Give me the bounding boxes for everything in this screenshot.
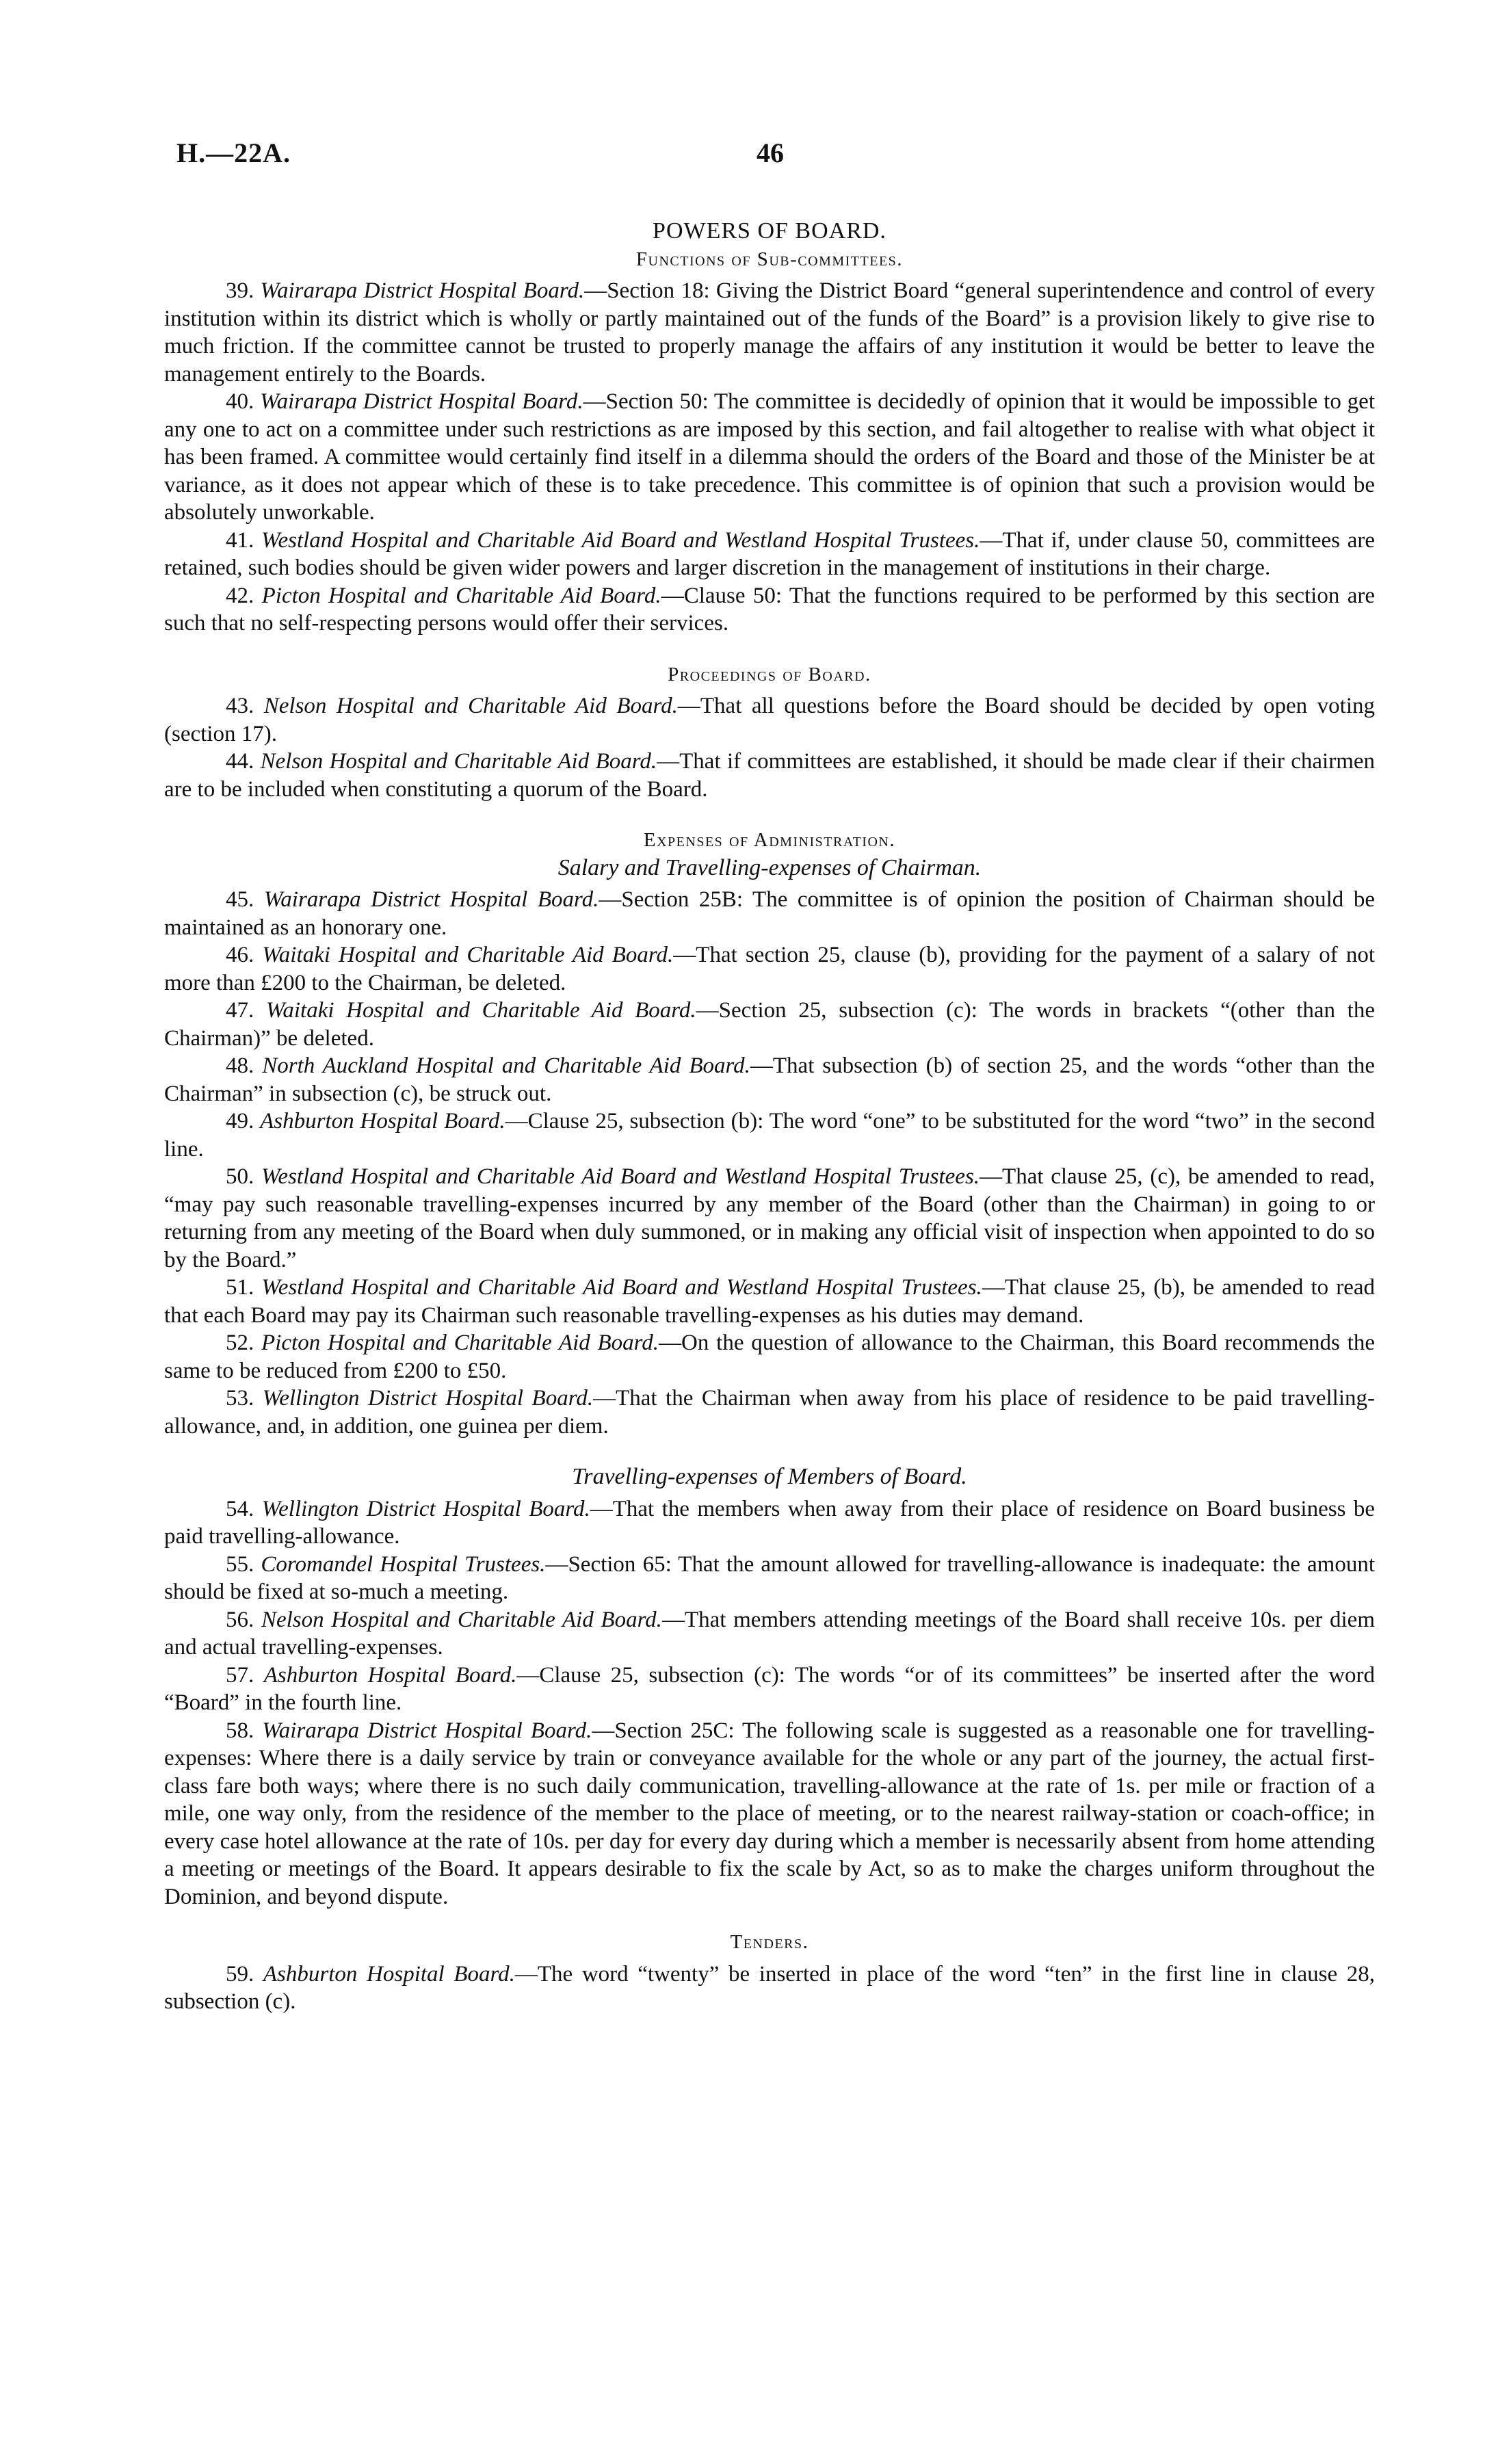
page-title: POWERS OF BOARD. bbox=[653, 218, 886, 244]
page-content bbox=[164, 218, 1375, 2016]
submitting-body: Wellington District Hospital Board. bbox=[261, 1496, 590, 1521]
paragraph-53: 53. Wellington District Hospital Board.—That the Chairman when away from his place of residence to be paid travelling-allowance, and, in addition, one guinea per diem. bbox=[164, 1386, 1375, 1439]
paragraph-47: 47. Waitaki Hospital and Charitable Aid Board.—Section 25, subsection (c): The words in brackets “(other than the Chairman)” be deleted. bbox=[164, 998, 1375, 1051]
section-expenses bbox=[164, 886, 1375, 1440]
paragraph-42: 42. Picton Hospital and Charitable Aid Board.—Clause 50: That the functions required to be performed by this section are such that no self-respecting persons would offer their services. bbox=[164, 583, 1375, 635]
submitting-body: Ashburton Hospital Board. bbox=[263, 1961, 515, 1987]
section-heading-tenders: Tenders. bbox=[730, 1931, 809, 1953]
page-number: 46 bbox=[757, 137, 784, 168]
paper-reference: H.—22A. bbox=[176, 137, 291, 168]
section-functions bbox=[164, 277, 1375, 638]
paragraph-51: 51. Westland Hospital and Charitable Aid Board and Westland Hospital Trustees.—That clause 25, (b), be amended to read that each Board may pay its Chairman such reasonable travelling-expenses as his duties may demand. bbox=[164, 1275, 1376, 1328]
paragraph-58: 58. Wairarapa District Hospital Board.—Section 25C: The following scale is suggested as a reasonable one for travelling-expenses: Where there is a daily service by train or conveyance available for the whole or any part of the journey, the actual first-class fare both ways; where there is no such daily communication, travelling-allowance at the rate of 1s. per mile or fraction of a mile, one way only, from the residence of the member to the place of meeting, or to the nearest railway-station or coach-office; in every case hotel allowance at the rate of 10s. per day for every day during which a member is necessarily absent from home attending a meeting or meetings of the Board. It appears desirable to fix the scale by Act, so as to make the charges uniform throughout the Dominion, and beyond dispute. bbox=[164, 1718, 1376, 1909]
paragraph-59: 59. Ashburton Hospital Board.—The word “twenty” be inserted in place of the word “ten” in the first line in clause 28, subsection (c). bbox=[164, 1961, 1375, 2014]
submitting-body: Wairarapa District Hospital Board. bbox=[262, 1718, 592, 1743]
submitting-body: Ashburton Hospital Board. bbox=[263, 1662, 517, 1688]
page-header bbox=[0, 137, 1511, 178]
submitting-body: Waitaki Hospital and Charitable Aid Board. bbox=[265, 998, 696, 1023]
submitting-body: Nelson Hospital and Charitable Aid Board. bbox=[263, 694, 678, 718]
submitting-body: Coromandel Hospital Trustees. bbox=[261, 1551, 546, 1577]
subsection-heading-members: Travelling-expenses of Members of Board. bbox=[572, 1464, 967, 1489]
paragraph-55: 55. Coromandel Hospital Trustees.—Section 65: That the amount allowed for travelling-allowance is inadequate: the amount should be fixed at so-much a meeting. bbox=[164, 1551, 1375, 1604]
submitting-body: Nelson Hospital and Charitable Aid Board. bbox=[261, 1607, 662, 1632]
paragraph-57: 57. Ashburton Hospital Board.—Clause 25, subsection (c): The words “or of its committees” be inserted after the word “Board” in the fourth line. bbox=[164, 1662, 1376, 1715]
paragraph-40: 40. Wairarapa District Hospital Board.—Section 50: The committee is decidedly of opinion that it would be impossible to get any one to act on a committee under such restrictions as are imposed by this section, and fail altogether to realise with what object it has been framed. A committee would certainly find itself in a dilemma should the orders of the Board and those of the Minister be at variance, as it does not appear which of these is to take precedence. This committee is of opinion that such a provision would be absolutely unworkable. bbox=[164, 389, 1375, 525]
paragraph-49: 49. Ashburton Hospital Board.—Clause 25, subsection (b): The word “one” to be substituted for the word “two” in the second line. bbox=[164, 1109, 1376, 1162]
section-heading-proceedings: Proceedings of Board. bbox=[668, 663, 871, 685]
submitting-body: Wairarapa District Hospital Board. bbox=[260, 278, 585, 303]
submitting-body: Westland Hospital and Charitable Aid Board and Westland Hospital Trustees. bbox=[261, 527, 980, 553]
paragraph-52: 52. Picton Hospital and Charitable Aid Board.—On the question of allowance to the Chairman, this Board recommends the same to be reduced from £200 to £50. bbox=[164, 1331, 1375, 1383]
section-heading-expenses: Expenses of Administration. bbox=[643, 829, 896, 851]
submitting-body: Picton Hospital and Charitable Aid Board. bbox=[261, 583, 661, 608]
subsection-heading-chairman: Salary and Travelling-expenses of Chairman. bbox=[557, 854, 982, 880]
paragraph-50: 50. Westland Hospital and Charitable Aid Board and Westland Hospital Trustees.—That clause 25, (c), be amended to read, “may pay such reasonable travelling-expenses incurred by any member of the Board (other than the Chairman) in going to or returning from any meeting of the Board when duly summoned, or in making any official visit of inspection when appointed to do so by the Board.” bbox=[164, 1164, 1376, 1272]
paragraph-41: 41. Westland Hospital and Charitable Aid Board and Westland Hospital Trustees.—That if, under clause 50, committees are retained, such bodies should be given wider powers and larger discretion in the management of institutions in their charge. bbox=[164, 527, 1375, 580]
submitting-body: Wairarapa District Hospital Board. bbox=[263, 887, 599, 912]
submitting-body: Westland Hospital and Charitable Aid Board and Westland Hospital Trustees. bbox=[261, 1164, 980, 1189]
paragraph-44: 44. Nelson Hospital and Charitable Aid Board.—That if committees are established, it should be made clear if their chairmen are to be included when constituting a quorum of the Board. bbox=[164, 749, 1376, 802]
section-proceedings bbox=[164, 692, 1375, 803]
paragraph-39: 39. Wairarapa District Hospital Board.—Section 18: Giving the District Board “general superintendence and control of every institution within its district which is wholly or partly maintained out of the funds of the Board” is a provision likely to give rise to much friction. If the committee cannot be trusted to properly manage the affairs of any institution it would be better to leave the management entirely to the Boards. bbox=[164, 278, 1376, 386]
submitting-body: North Auckland Hospital and Charitable Aid Board. bbox=[262, 1053, 750, 1078]
paragraph-56: 56. Nelson Hospital and Charitable Aid Board.—That members attending meetings of the Board shall receive 10s. per diem and actual travelling-expenses. bbox=[164, 1607, 1376, 1660]
paragraph-43: 43. Nelson Hospital and Charitable Aid Board.—That all questions before the Board should be decided by open voting (section 17). bbox=[164, 694, 1376, 746]
submitting-body: Wellington District Hospital Board. bbox=[262, 1386, 594, 1411]
submitting-body: Picton Hospital and Charitable Aid Board. bbox=[261, 1331, 659, 1355]
paragraph-46: 46. Waitaki Hospital and Charitable Aid Board.—That section 25, clause (b), providing for the payment of a salary of not more than £200 to the Chairman, be deleted. bbox=[164, 943, 1376, 995]
paragraph-48: 48. North Auckland Hospital and Charitable Aid Board.—That subsection (b) of section 25, and the words “other than the Chairman” in subsection (c), be struck out. bbox=[164, 1053, 1376, 1106]
paragraph-54: 54. Wellington District Hospital Board.—That the members when away from their place of residence on Board business be paid travelling-allowance. bbox=[164, 1496, 1375, 1549]
section-heading-functions: Functions of Sub-committees. bbox=[635, 248, 904, 270]
submitting-body: Nelson Hospital and Charitable Aid Board. bbox=[260, 749, 657, 774]
submitting-body: Westland Hospital and Charitable Aid Board and Westland Hospital Trustees. bbox=[261, 1275, 982, 1300]
section-members bbox=[164, 1495, 1375, 1911]
submitting-body: Waitaki Hospital and Charitable Aid Board. bbox=[262, 943, 674, 967]
submitting-body: Wairarapa District Hospital Board. bbox=[260, 389, 583, 414]
submitting-body: Ashburton Hospital Board. bbox=[260, 1109, 505, 1133]
paragraph-45: 45. Wairarapa District Hospital Board.—Section 25B: The committee is of opinion the position of Chairman should be maintained as an honorary one. bbox=[164, 887, 1376, 940]
section-tenders bbox=[164, 1961, 1375, 2016]
